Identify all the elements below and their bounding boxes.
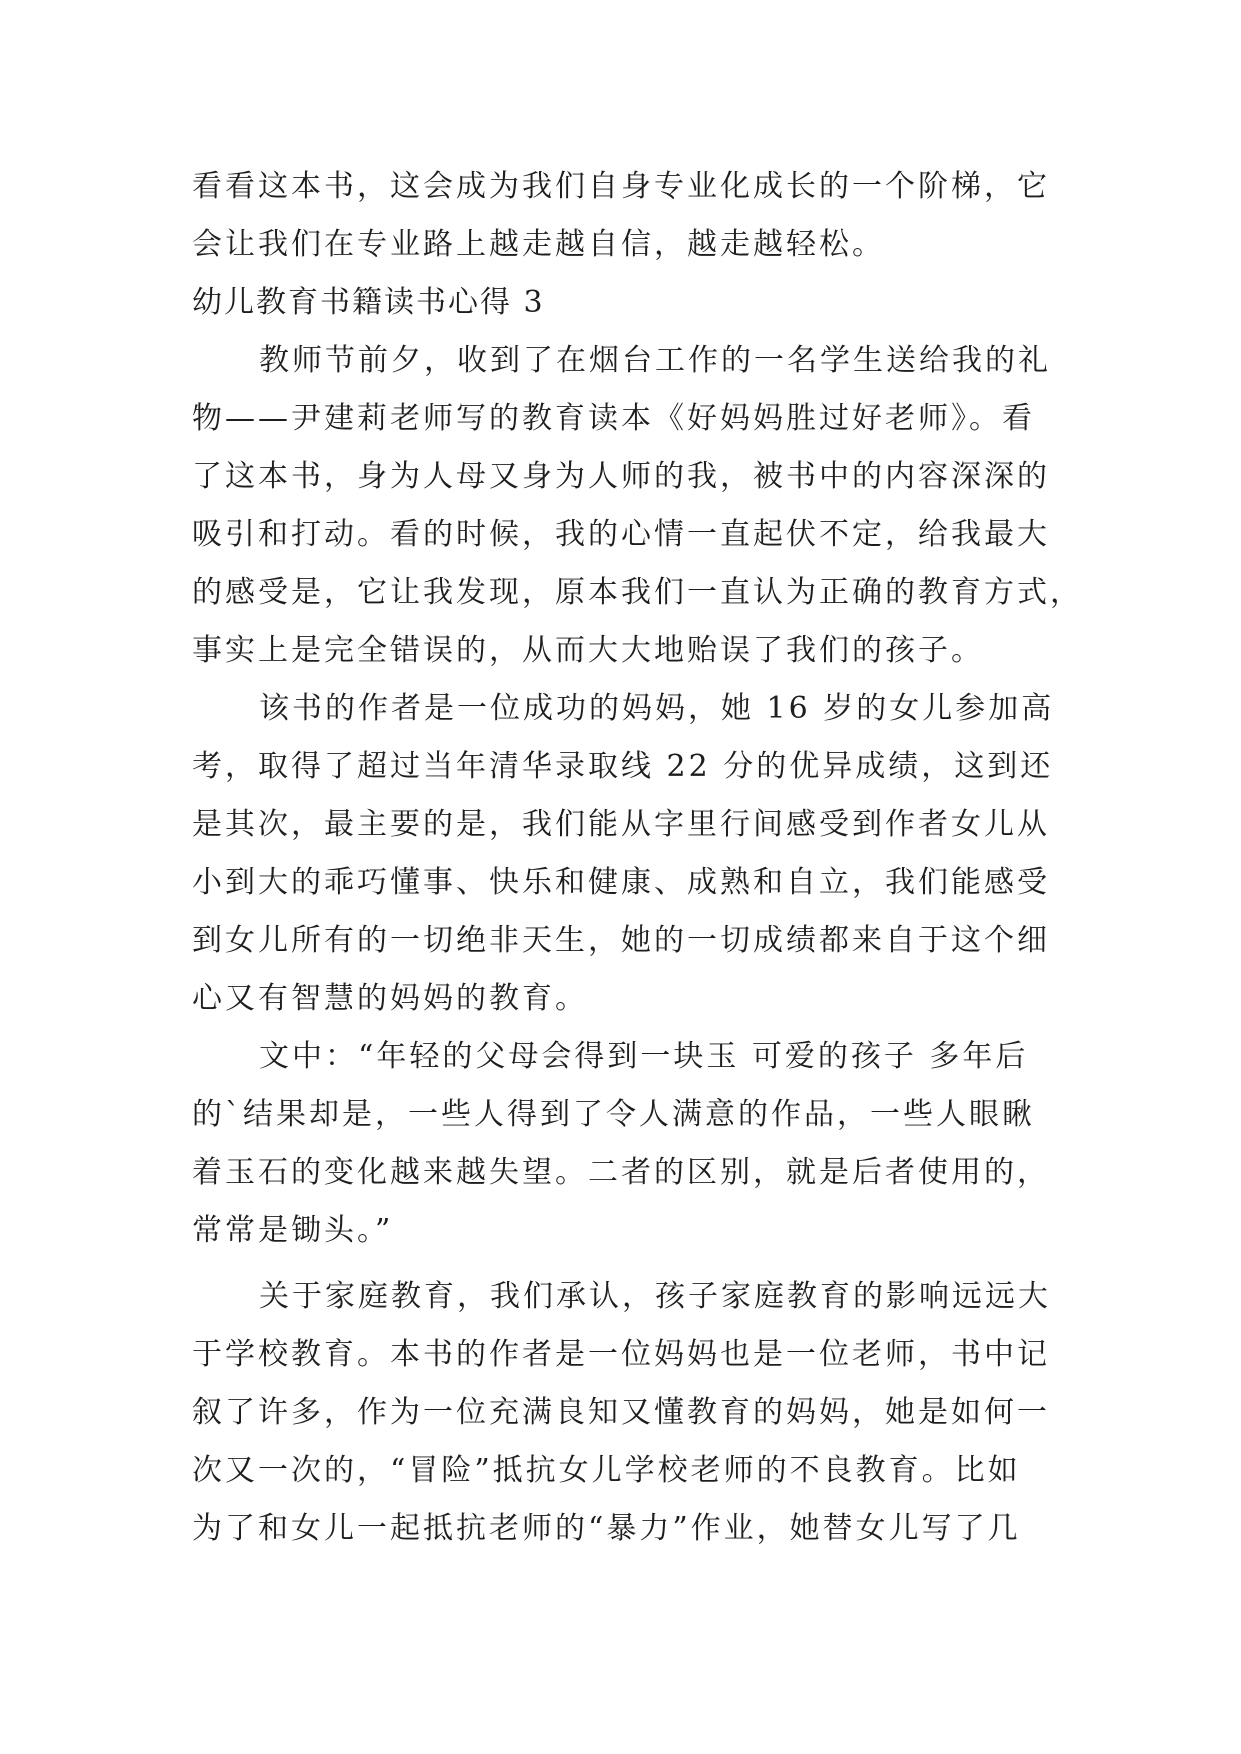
text-line: 该书的作者是一位成功的妈妈，她 16 岁的女儿参加高	[259, 691, 1055, 726]
text-line: 着玉石的变化越来越失望。二者的区别，就是后者使用的，	[192, 1155, 1050, 1190]
text-line: 考，取得了超过当年清华录取线 22 分的优异成绩，这到还	[192, 749, 1054, 784]
paragraph	[192, 1028, 1052, 1260]
paragraph	[192, 1268, 1052, 1558]
text-line: 是其次，最主要的是，我们能从字里行间感受到作者女儿从	[192, 807, 1050, 842]
text-line: 为了和女儿一起抵抗老师的“暴力”作业，她替女儿写了几	[192, 1511, 1021, 1546]
text-line: 小到大的乖巧懂事、快乐和健康、成熟和自立，我们能感受	[192, 865, 1050, 900]
intro-block	[192, 158, 1052, 274]
text-line: 吸引和打动。看的时候，我的心情一直起伏不定，给我最大	[192, 517, 1050, 552]
section-title: 幼儿教育书籍读书心得 3	[192, 285, 545, 320]
paragraph	[192, 680, 1055, 1028]
text-line: 事实上是完全错误的，从而大大地贻误了我们的孩子。	[192, 633, 984, 668]
text-line: 看看这本书，这会成为我们自身专业化成长的一个阶梯，它	[192, 169, 1050, 204]
text-line: 的`结果却是，一些人得到了令人满意的作品，一些人眼瞅	[192, 1097, 1035, 1132]
text-line: 心又有智慧的妈妈的教育。	[192, 981, 588, 1016]
document-page	[192, 158, 1083, 1558]
paragraph	[192, 332, 1083, 680]
text-line: 关于家庭教育，我们承认，孩子家庭教育的影响远远大	[259, 1279, 1051, 1314]
text-line: 的感受是，它让我发现，原本我们一直认为正确的教育方式，	[192, 575, 1083, 610]
text-line: 物——尹建莉老师写的教育读本《好妈妈胜过好老师》。看	[192, 401, 1035, 436]
text-line: 教师节前夕，收到了在烟台工作的一名学生送给我的礼	[259, 343, 1051, 378]
text-line: 于学校教育。本书的作者是一位妈妈也是一位老师，书中记	[192, 1337, 1050, 1372]
text-line: 文中：“年轻的父母会得到一块玉 可爱的孩子 多年后	[259, 1039, 1029, 1074]
text-line: 常常是锄头。”	[192, 1213, 394, 1248]
text-line: 叙了许多，作为一位充满良知又懂教育的妈妈，她是如何一	[192, 1395, 1050, 1430]
text-line: 会让我们在专业路上越走越自信，越走越轻松。	[192, 227, 885, 262]
text-line: 到女儿所有的一切绝非天生，她的一切成绩都来自于这个细	[192, 923, 1050, 958]
text-line: 了这本书，身为人母又身为人师的我，被书中的内容深深的	[192, 459, 1050, 494]
text-line: 次又一次的，“冒险”抵抗女儿学校老师的不良教育。比如	[192, 1453, 1021, 1488]
